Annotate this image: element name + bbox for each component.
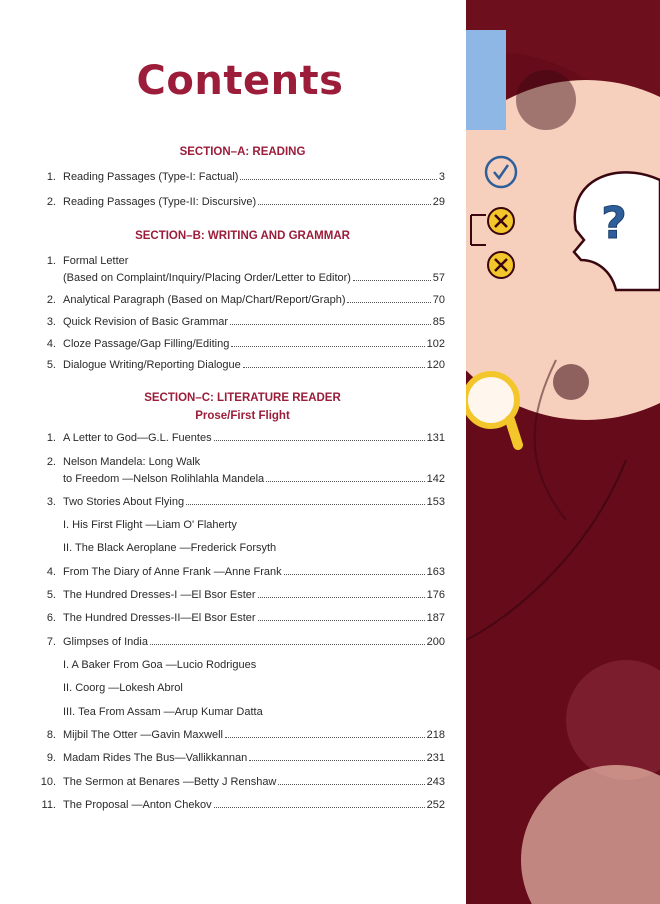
entry-title: The Sermon at Benares —Betty J Renshaw: [63, 776, 277, 788]
entry-page: 85: [432, 316, 445, 328]
dark-circle-shape: [553, 364, 589, 400]
decorative-art-panel: [466, 0, 660, 904]
entry-number: 2.: [46, 294, 56, 306]
entry-title: The Hundred Dresses-II—El Bsor Ester: [63, 612, 256, 624]
entry-number: 1.: [46, 171, 56, 183]
entry-page: 176: [426, 589, 445, 601]
page-title: Contents: [136, 58, 344, 104]
sub-entry-title: I. A Baker From Goa —Lucio Rodrigues: [63, 659, 257, 671]
entry-title: The Proposal —Anton Chekov: [63, 799, 212, 811]
entry-title: Cloze Passage/Gap Filling/Editing: [63, 338, 230, 350]
entry-title: Quick Revision of Basic Grammar: [63, 316, 229, 328]
entry-title: Dialogue Writing/Reporting Dialogue: [63, 359, 241, 371]
entry-page: 57: [432, 272, 445, 284]
entry-number: 2.: [46, 456, 56, 468]
entry-title: Reading Passages (Type-I: Factual): [63, 171, 239, 183]
entry-title: Madam Rides The Bus—Vallikkannan: [63, 752, 248, 764]
section-c-heading: SECTION–C: LITERATURE READER: [144, 392, 341, 404]
entry-number: 1.: [46, 432, 56, 444]
entry-title: Nelson Mandela: Long Walk: [63, 456, 201, 468]
section-c-subheading: Prose/First Flight: [195, 410, 290, 422]
entry-page: 70: [432, 294, 445, 306]
entry-page: 153: [426, 496, 445, 508]
entry-title: Formal Letter: [63, 255, 129, 267]
x-circle-icon: [488, 208, 514, 234]
entry-title: to Freedom —Nelson Rolihlahla Mandela: [63, 473, 265, 485]
entry-page: 131: [426, 432, 445, 444]
svg-text:?: ?: [601, 198, 627, 249]
entry-page: 102: [426, 338, 445, 350]
entry-page: 3: [438, 171, 445, 183]
entry-number: 7.: [46, 636, 56, 648]
section-a-heading: SECTION–A: READING: [179, 146, 306, 158]
entry-title: From The Diary of Anne Frank —Anne Frank: [63, 566, 282, 578]
entry-page: 187: [426, 612, 445, 624]
puzzle-piece-icon: [466, 30, 506, 130]
entry-number: 3.: [46, 316, 56, 328]
entry-title: Mijbil The Otter —Gavin Maxwell: [63, 729, 223, 741]
entry-number: 2.: [46, 196, 56, 208]
entry-number: 4.: [46, 566, 56, 578]
entry-title: Glimpses of India: [63, 636, 148, 648]
entry-number: 11.: [41, 799, 56, 811]
entry-page: 243: [426, 776, 445, 788]
entry-page: 120: [426, 359, 445, 371]
entry-number: 10.: [40, 776, 56, 788]
entry-number: 5.: [46, 589, 56, 601]
entry-title: Reading Passages (Type-II: Discursive): [63, 196, 257, 208]
sub-entry-title: II. Coorg —Lokesh Abrol: [63, 682, 183, 694]
entry-page: 142: [426, 473, 445, 485]
entry-number: 4.: [46, 338, 56, 350]
sub-entry-title: I. His First Flight —Liam O' Flaherty: [63, 519, 237, 531]
entry-number: 5.: [46, 359, 56, 371]
entry-page: 231: [426, 752, 445, 764]
entry-page: 200: [426, 636, 445, 648]
dark-circle-shape: [516, 70, 576, 130]
entry-page: 29: [432, 196, 445, 208]
entry-number: 1.: [46, 255, 56, 267]
entry-page: 163: [426, 566, 445, 578]
entry-title: The Hundred Dresses-I —El Bsor Ester: [63, 589, 256, 601]
sub-entry-title: II. The Black Aeroplane —Frederick Forsyth: [63, 542, 277, 554]
sub-entry-title: III. Tea From Assam —Arup Kumar Datta: [63, 706, 263, 718]
entry-page: 252: [426, 799, 445, 811]
entry-title: Two Stories About Flying: [63, 496, 185, 508]
check-circle-icon: [486, 157, 516, 187]
entry-number: 9.: [46, 752, 56, 764]
entry-title: A Letter to God—G.L. Fuentes: [63, 432, 212, 444]
section-b-heading: SECTION–B: WRITING AND GRAMMAR: [135, 230, 350, 242]
x-circle-icon: [488, 252, 514, 278]
entry-title: Analytical Paragraph (Based on Map/Chart/Report/Graph): [63, 294, 346, 306]
entry-title: (Based on Complaint/Inquiry/Placing Order/Letter to Editor): [63, 272, 351, 284]
entry-number: 6.: [46, 612, 56, 624]
entry-number: 3.: [46, 496, 56, 508]
entry-number: 8.: [46, 729, 56, 741]
entry-page: 218: [426, 729, 445, 741]
